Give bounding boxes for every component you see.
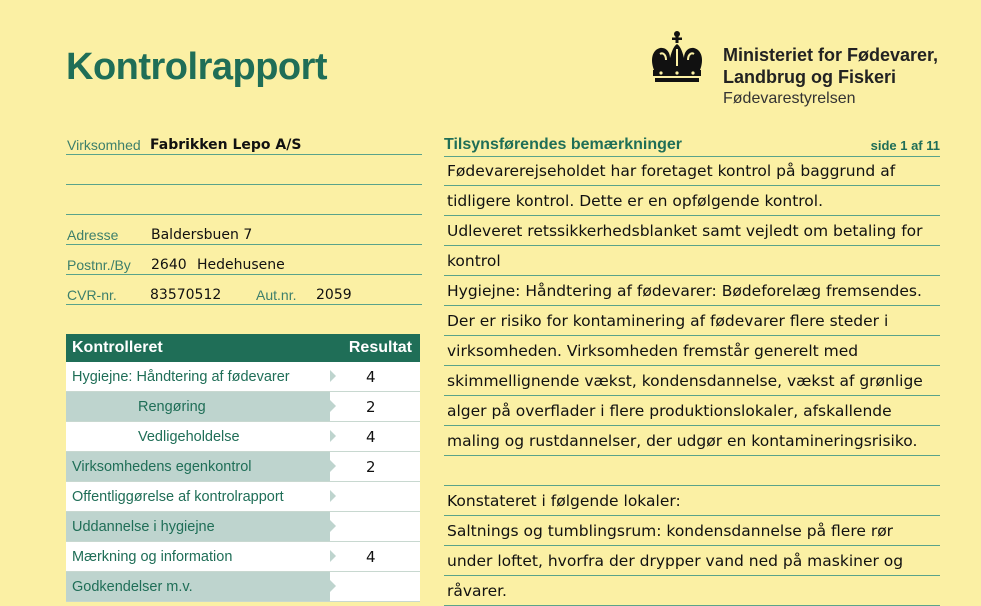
row-name: Rengøring — [138, 399, 206, 415]
row-name: Hygiejne: Håndtering af fødevarer — [72, 369, 290, 385]
remark-line: under loftet, hvorfra der drypper vand ned på maskiner og — [444, 547, 940, 576]
postnr-label: Postnr./By — [67, 257, 131, 273]
remark-line: Udleveret retssikkerhedsblanket samt vejledt om betaling for — [444, 217, 940, 246]
row-result: 2 — [366, 398, 376, 416]
tick-icon — [330, 550, 336, 562]
field-cvr — [66, 276, 422, 305]
table-row — [66, 452, 420, 482]
remark-line: virksomheden. Virksomheden fremstår generelt med — [444, 337, 940, 366]
table-row — [66, 482, 420, 512]
tick-icon — [330, 520, 336, 532]
by-value: Hedehusene — [197, 257, 285, 273]
remark-line: alger på overflader i flere produktionslokaler, afskallende — [444, 397, 940, 426]
field-blank-1 — [66, 156, 422, 185]
field-postnr — [66, 246, 422, 275]
remark-line: Der er risiko for kontaminering af fødevarer flere steder i — [444, 307, 940, 336]
table-row — [66, 512, 420, 542]
remark-line: Saltnings og tumblingsrum: kondensdannelse på flere rør — [444, 517, 940, 546]
remark-line: råvarer. — [444, 577, 940, 606]
page-title: Kontrolrapport — [66, 46, 328, 88]
row-name: Offentliggørelse af kontrolrapport — [72, 489, 284, 505]
result-cell — [330, 512, 420, 541]
virksomhed-value: Fabrikken Lepo A/S — [150, 137, 302, 153]
table-row — [66, 422, 420, 452]
remark-line: Konstateret i følgende lokaler: — [444, 487, 940, 516]
remark-line: skimmellignende vækst, kondensdannelse, vækst af grønlige — [444, 367, 940, 396]
autnr-label: Aut.nr. — [256, 287, 297, 303]
remark-line: Fødevarerejseholdet har foretaget kontrol på baggrund af — [444, 157, 940, 186]
ministry-line-1: Ministeriet for Fødevarer, — [723, 45, 939, 65]
row-name: Mærkning og information — [72, 549, 233, 565]
row-name: Uddannelse i hygiejne — [72, 519, 215, 535]
remark-line — [444, 457, 940, 486]
remarks-header — [444, 136, 940, 157]
tick-icon — [330, 460, 336, 472]
remark-line: Hygiejne: Håndtering af fødevarer: Bødeforelæg fremsendes. — [444, 277, 940, 306]
field-virksomhed — [66, 126, 422, 155]
row-name: Godkendelser m.v. — [72, 579, 193, 595]
table-row — [66, 392, 420, 422]
postnr-value: 2640 — [151, 257, 187, 273]
agency-name: Fødevarestyrelsen — [723, 90, 856, 107]
remark-line: kontrol — [444, 247, 940, 276]
cvr-label: CVR-nr. — [67, 287, 117, 303]
remark-line: tidligere kontrol. Dette er en opfølgende kontrol. — [444, 187, 940, 216]
header-resultat: Resultat — [348, 339, 412, 356]
crown-icon — [646, 30, 708, 86]
ministry-block — [723, 44, 938, 110]
tick-icon — [330, 430, 336, 442]
row-result: 2 — [366, 458, 376, 476]
tick-icon — [330, 400, 336, 412]
tick-icon — [330, 370, 336, 382]
table-row — [66, 542, 420, 572]
tick-icon — [330, 490, 336, 502]
header-kontrolleret: Kontrolleret — [72, 339, 163, 356]
row-result: 4 — [366, 548, 376, 566]
autnr-value: 2059 — [316, 287, 352, 303]
field-adresse — [66, 216, 422, 245]
table-row — [66, 362, 420, 392]
virksomhed-label: Virksomhed — [67, 137, 141, 153]
row-result: 4 — [366, 428, 376, 446]
control-table-header — [66, 334, 420, 362]
page-indicator: side 1 af 11 — [870, 138, 940, 153]
field-blank-2 — [66, 186, 422, 215]
result-cell — [330, 572, 420, 601]
tick-icon — [330, 580, 336, 592]
table-row — [66, 572, 420, 602]
row-result: 4 — [366, 368, 376, 386]
cvr-value: 83570512 — [150, 287, 222, 303]
ministry-line-2: Landbrug og Fiskeri — [723, 67, 897, 87]
row-name: Vedligeholdelse — [138, 429, 240, 445]
control-table — [66, 334, 420, 602]
row-name: Virksomhedens egenkontrol — [72, 459, 252, 475]
adresse-value: Baldersbuen 7 — [151, 227, 253, 243]
result-cell — [330, 482, 420, 511]
remarks-title: Tilsynsførendes bemærkninger — [444, 136, 682, 153]
adresse-label: Adresse — [67, 227, 119, 243]
remark-line: maling og rustdannelser, der udgør en kontamineringsrisiko. — [444, 427, 940, 456]
